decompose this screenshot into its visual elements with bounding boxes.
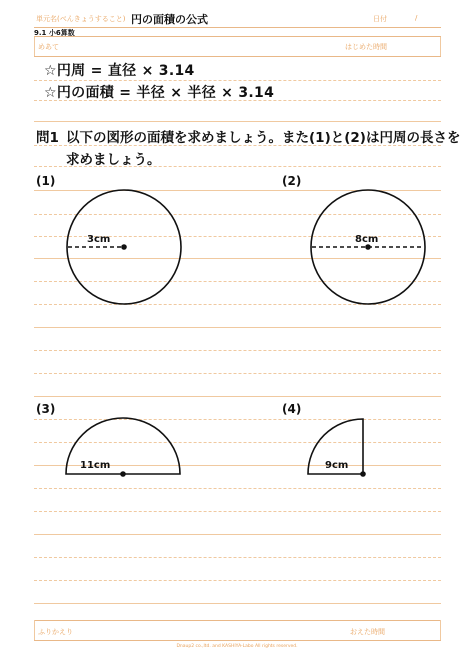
figure-4-measure: 9cm <box>325 460 349 471</box>
date-separator: / <box>415 14 418 22</box>
question-text-line2: 求めましょう。 <box>66 152 161 168</box>
page-title: 円の面積の公式 <box>131 13 208 26</box>
end-time-label: おえた時間 <box>350 628 385 636</box>
formula-circumference: ☆円周 = 直径 × 3.14 <box>44 63 195 79</box>
figure-2-label: (2) <box>282 174 302 188</box>
unit-code: 9.1 小6算数 <box>34 29 75 37</box>
question-number: 問1 <box>36 130 59 146</box>
start-time-label: はじめた時間 <box>345 43 387 51</box>
date-label: 日付 <box>373 15 387 23</box>
figure-1-label: (1) <box>36 174 56 188</box>
review-box-right <box>440 620 441 640</box>
formula-area: ☆円の面積 = 半径 × 半径 × 3.14 <box>44 85 275 101</box>
goal-label: めあて <box>38 43 59 51</box>
copyright: Dnaup2 co.,ltd. and KASHIYA-Labo All rights reserved. <box>176 644 298 649</box>
unit-category-label: 単元名(べんきょうすること) <box>36 15 126 23</box>
figure-4-label: (4) <box>282 402 302 416</box>
review-box-left <box>34 620 35 640</box>
figure-1-measure: 3cm <box>87 234 111 245</box>
figure-3-label: (3) <box>36 402 56 416</box>
figure-2-measure: 8cm <box>355 234 379 245</box>
review-label: ふりかえり <box>38 628 73 636</box>
question-text-line1: 以下の図形の面積を求めましょう。また(1)と(2)は円周の長さを <box>66 130 461 146</box>
figure-3-measure: 11cm <box>80 460 111 471</box>
